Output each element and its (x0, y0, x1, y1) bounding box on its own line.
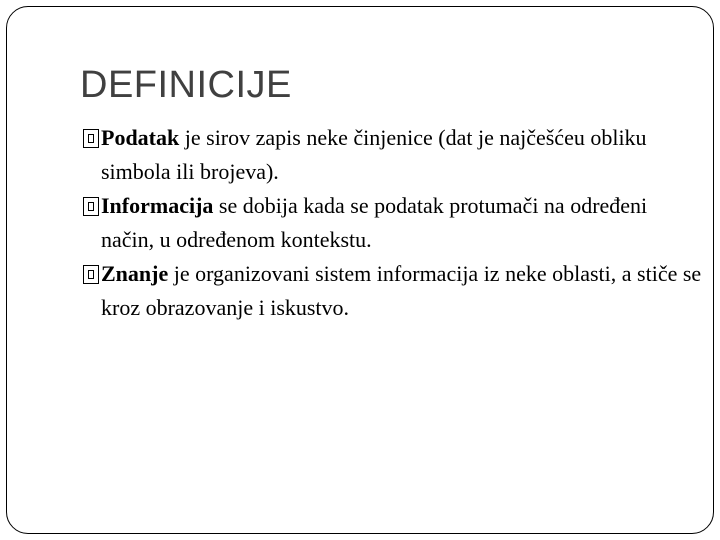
bullet-item-informacija (83, 189, 703, 257)
bullet-text: se dobija kada se podatak protumači na određeni način, u određenom kontekstu. (101, 193, 648, 252)
missing-glyph-box-icon (83, 265, 99, 284)
bullet-term: Informacija (101, 193, 214, 218)
bullet-text: je organizovani sistem informacija iz neke oblasti, a stiče se kroz obrazovanje i iskustvo. (101, 261, 702, 320)
bullet-item-znanje (83, 257, 703, 325)
bullet-text: je sirov zapis neke činjenice (dat je najčešćeu obliku simbola ili brojeva). (101, 125, 647, 184)
bullet-item-podatak (83, 121, 703, 189)
slide (6, 6, 714, 534)
bullet-term: Podatak (101, 125, 180, 150)
missing-glyph-box-icon (83, 129, 99, 148)
slide-title: DEFINICIJE (80, 64, 292, 106)
bullet-term: Znanje (101, 261, 169, 286)
missing-glyph-box-icon (83, 197, 99, 216)
definition-list (83, 121, 703, 325)
